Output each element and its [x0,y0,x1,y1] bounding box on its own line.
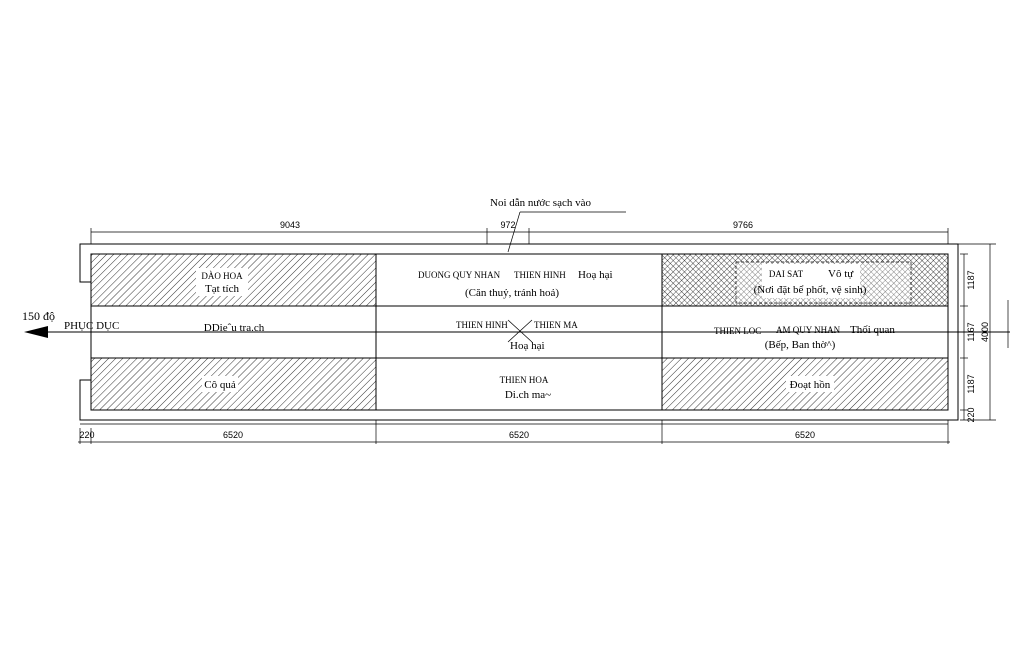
cell-r1c3-label: Vô tự [828,268,854,280]
dim-right-2: 1167 [966,322,976,342]
cell-r1c2-label: Hoạ hại [578,269,613,281]
direction-label: PHỤC DỤC [64,320,120,332]
cell-r3c2-sub: Di.ch ma~ [504,389,552,401]
cell-r1c3-title: DAI SAT [768,269,804,279]
direction-arrow-icon [24,326,48,338]
cell-r2c1-label: DDieˆu tra.ch [203,322,265,334]
cell-r3c1-label: Cô quả [204,379,236,391]
cell-r1c1-sub: Tạt tích [205,283,239,295]
dim-bottom-2: 6520 [222,430,244,440]
direction-angle: 150 độ [22,309,55,323]
cell-r1c1-title: DÀO HOA [201,271,243,281]
dim-right-3: 1187 [966,374,976,394]
cell-r1c3-sub: (Nơi đặt bể phốt, vệ sinh) [753,284,867,296]
dim-right-1: 1187 [966,270,976,290]
dim-right-4: 220 [966,407,976,423]
cell-r1c2-title2: THIEN HINH [514,270,566,280]
dim-bottom-1: 220 [79,430,95,440]
cell-r3c3-label: Đoạt hồn [789,379,831,391]
cell-r1c2-sub: (Căn thuỷ, tránh hoả) [464,287,560,299]
cell-r3c2-title: THIEN HOA [499,375,549,385]
cell-r2c2-label: Hoạ hại [510,340,545,352]
cell-r2c3-title: THIEN LOC [714,326,762,336]
cell-r2c3-title2: AM QUY NHAN [776,325,841,335]
cell-r2c3-label: Thối quan [850,324,895,336]
dim-bottom-4: 6520 [794,430,816,440]
dim-top-3: 9766 [732,220,754,230]
dim-top-1: 9043 [279,220,301,230]
dim-right-total: 4000 [980,321,990,343]
dim-bottom-3: 6520 [508,430,530,440]
water-inlet-label: Noi dẫn nước sạch vào [490,197,591,209]
cell-r1c2-title: DUONG QUY NHAN [418,270,501,280]
cell-r2c2-title2: THIEN MA [534,320,578,330]
dim-top-2: 972 [500,220,516,230]
cell-r2c3-sub: (Bếp, Ban thờ^) [764,339,836,351]
cell-r2c2-title: THIEN HINH [456,320,508,330]
